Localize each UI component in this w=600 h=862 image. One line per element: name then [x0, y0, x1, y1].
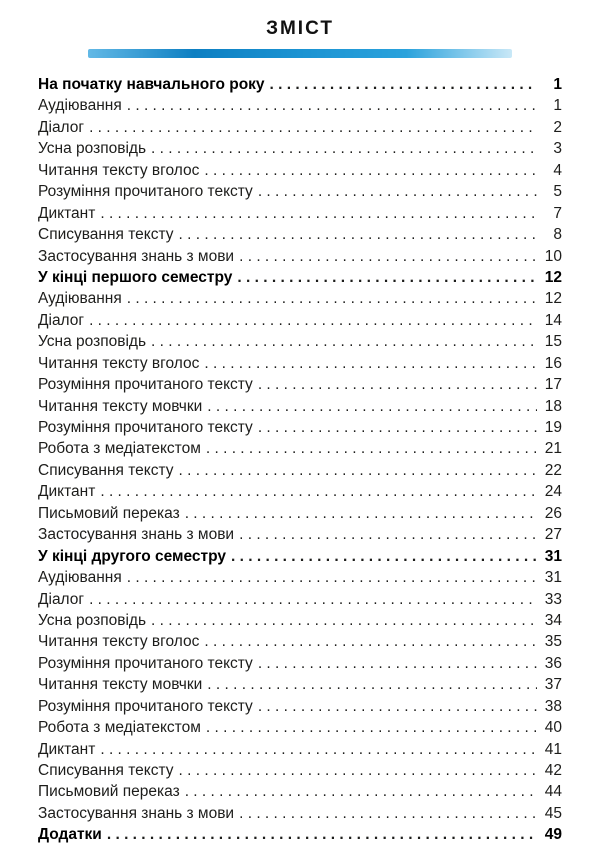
toc-entry-page: 45	[544, 804, 562, 822]
toc-entry-page: 35	[544, 633, 562, 651]
toc-entry-label: Застосування знань з мови	[38, 804, 235, 822]
toc-entry-label: Аудіювання	[38, 97, 122, 115]
toc-entry	[38, 438, 562, 459]
leader-dots	[231, 546, 537, 567]
toc-entry-page: 37	[544, 676, 562, 694]
leader-dots	[270, 74, 537, 95]
leader-dots	[100, 481, 537, 502]
toc-entry	[38, 460, 562, 481]
toc-entry	[38, 138, 562, 159]
leader-dots	[258, 696, 537, 717]
toc-entry	[38, 396, 562, 417]
toc-entry-label: У кінці першого семестру	[38, 268, 233, 286]
toc-entry-page: 41	[544, 740, 562, 758]
toc-entry-label: Застосування знань з мови	[38, 247, 235, 265]
leader-dots	[204, 631, 537, 652]
toc-entry-page: 1	[553, 76, 562, 93]
toc-entry-label: Читання тексту вголос	[38, 633, 200, 651]
toc-entry-page: 12	[544, 268, 562, 286]
leader-dots	[258, 181, 537, 202]
toc-entry-page: 36	[544, 654, 562, 672]
toc-entry-label: Робота з медіатекстом	[38, 719, 201, 737]
leader-dots	[204, 160, 537, 181]
toc-entry	[38, 696, 562, 717]
toc-entry	[38, 503, 562, 524]
toc-entry-page: 8	[553, 226, 562, 244]
toc-entry-label: Діалог	[38, 118, 85, 136]
leader-dots	[179, 760, 537, 781]
toc-entry-label: Усна розповідь	[38, 333, 147, 351]
toc-entry-label: Читання тексту мовчки	[38, 397, 203, 415]
accent-bar	[88, 49, 512, 58]
toc-entry	[38, 546, 562, 567]
toc-entry-label: Диктант	[38, 204, 96, 222]
toc-entry	[38, 267, 562, 288]
leader-dots	[89, 589, 537, 610]
toc-entry-page: 19	[544, 419, 562, 436]
leader-dots	[107, 824, 537, 845]
toc-entry-page: 42	[544, 762, 562, 779]
toc-entry	[38, 203, 562, 224]
toc-entry	[38, 781, 562, 802]
toc-entry-label: Аудіювання	[38, 569, 122, 587]
leader-dots	[185, 503, 537, 524]
toc-entry	[38, 246, 562, 267]
toc-entry-label: Читання тексту вголос	[38, 354, 200, 372]
toc-entry	[38, 224, 562, 245]
toc-entry-label: Застосування знань з мови	[38, 526, 235, 544]
leader-dots	[100, 739, 537, 760]
toc-entry	[38, 353, 562, 374]
leader-dots	[206, 717, 537, 738]
leader-dots	[239, 524, 537, 545]
leader-dots	[127, 95, 537, 116]
toc-entry-page: 22	[544, 461, 562, 479]
toc-entry	[38, 674, 562, 695]
toc-entry	[38, 610, 562, 631]
toc-entry	[38, 739, 562, 760]
leader-dots	[206, 438, 537, 459]
toc-entry	[38, 824, 562, 845]
toc-entry-page: 31	[544, 569, 562, 587]
toc-entry	[38, 181, 562, 202]
toc-entry-label: Розуміння прочитаного тексту	[38, 654, 253, 672]
leader-dots	[151, 138, 537, 159]
toc-entry	[38, 417, 562, 438]
leader-dots	[179, 460, 537, 481]
leader-dots	[239, 803, 537, 824]
toc-entry-page: 5	[553, 183, 562, 201]
toc-entry	[38, 95, 562, 116]
leader-dots	[151, 610, 537, 631]
toc-entry	[38, 160, 562, 181]
toc-entry-page: 33	[544, 590, 562, 608]
leader-dots	[185, 781, 537, 802]
toc-entry	[38, 374, 562, 395]
leader-dots	[151, 331, 537, 352]
toc-entry-label: Діалог	[38, 590, 85, 608]
toc-entry-label: Усна розповідь	[38, 611, 147, 629]
toc-entry-page: 14	[544, 311, 562, 329]
toc-entry-label: Розуміння прочитаного тексту	[38, 419, 253, 436]
toc-entry	[38, 803, 562, 824]
toc-entry-label: Розуміння прочитаного тексту	[38, 376, 253, 394]
toc-entry-page: 4	[553, 161, 562, 179]
toc-entry-label: Діалог	[38, 311, 85, 329]
leader-dots	[258, 374, 537, 395]
toc-entry-label: Письмовий переказ	[38, 504, 180, 522]
leader-dots	[127, 567, 537, 588]
toc-entry-page: 12	[544, 290, 562, 308]
toc-entry-label: Розуміння прочитаного тексту	[38, 697, 253, 715]
toc-entry	[38, 310, 562, 331]
toc-entry-page: 34	[544, 611, 562, 629]
leader-dots	[237, 267, 537, 288]
toc-entry	[38, 524, 562, 545]
toc-entry	[38, 288, 562, 309]
toc-entry-label: Читання тексту мовчки	[38, 676, 203, 694]
toc-entry-label: Робота з медіатекстом	[38, 440, 201, 458]
toc-entry-label: На початку навчального року	[38, 76, 265, 93]
toc-entry-label: Додатки	[38, 826, 102, 844]
toc-entry-page: 26	[544, 504, 562, 522]
leader-dots	[89, 117, 537, 138]
toc-entry-page: 40	[544, 719, 562, 737]
toc-entry-label: Списування тексту	[38, 461, 174, 479]
toc-entry	[38, 481, 562, 502]
leader-dots	[127, 288, 537, 309]
toc-entry-label: Письмовий переказ	[38, 783, 180, 801]
toc-entry	[38, 631, 562, 652]
toc-entry-page: 24	[544, 483, 562, 501]
toc-entry-label: Аудіювання	[38, 290, 122, 308]
leader-dots	[207, 674, 537, 695]
toc-entry-page: 2	[553, 118, 562, 136]
toc-entry	[38, 74, 562, 95]
toc-entry-page: 17	[544, 376, 562, 394]
leader-dots	[207, 396, 537, 417]
toc-entry-label: Усна розповідь	[38, 140, 147, 158]
leader-dots	[179, 224, 537, 245]
toc-entry-page: 21	[544, 440, 562, 458]
toc-entry-page: 3	[553, 140, 562, 158]
toc-entry-label: Читання тексту вголос	[38, 161, 200, 179]
toc-entry	[38, 567, 562, 588]
toc-entry-label: Списування тексту	[38, 226, 174, 244]
toc-entry-page: 16	[544, 354, 562, 372]
toc-entry	[38, 653, 562, 674]
toc-entry	[38, 117, 562, 138]
toc-entry-page: 1	[553, 97, 562, 115]
toc-entry-page: 27	[544, 526, 562, 544]
toc-entry-page: 18	[544, 397, 562, 415]
toc-entry-page: 10	[544, 247, 562, 265]
toc-entry	[38, 717, 562, 738]
toc-entry-page: 38	[544, 697, 562, 715]
toc-entry-page: 15	[544, 333, 562, 351]
toc-entry-page: 49	[544, 826, 562, 844]
toc-list	[38, 74, 562, 846]
toc-entry	[38, 331, 562, 352]
toc-entry-page: 7	[553, 204, 562, 222]
toc-entry-label: Розуміння прочитаного тексту	[38, 183, 253, 201]
leader-dots	[239, 246, 537, 267]
page-title: ЗМІСТ	[266, 18, 334, 39]
toc-entry-label: Диктант	[38, 740, 96, 758]
toc-entry	[38, 589, 562, 610]
toc-entry-page: 31	[544, 547, 562, 565]
toc-entry-label: У кінці другого семестру	[38, 547, 226, 565]
toc-entry-label: Списування тексту	[38, 762, 174, 779]
leader-dots	[89, 310, 537, 331]
toc-entry-page: 44	[544, 783, 562, 801]
toc-entry	[38, 760, 562, 781]
leader-dots	[100, 203, 537, 224]
leader-dots	[204, 353, 537, 374]
toc-entry-label: Диктант	[38, 483, 96, 501]
leader-dots	[258, 653, 537, 674]
leader-dots	[258, 417, 537, 438]
